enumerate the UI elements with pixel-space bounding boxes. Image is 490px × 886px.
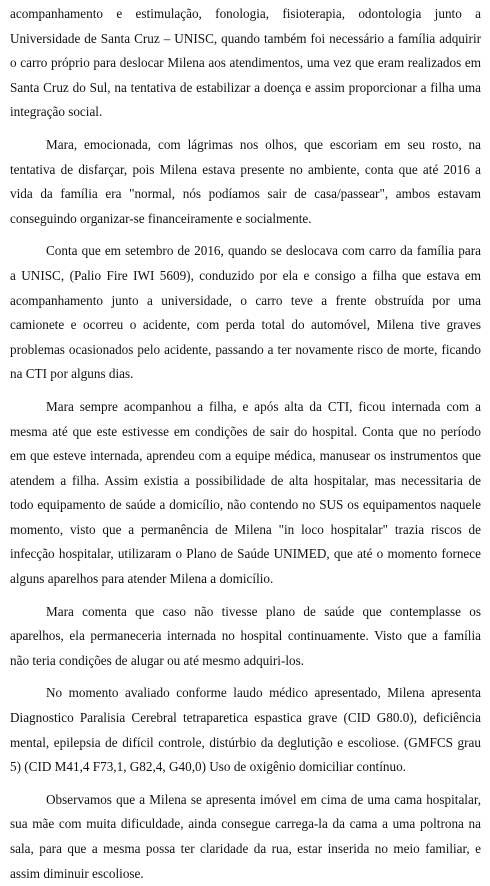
text-line: tentativa de disfarçar, pois Milena estava presente no ambiente, conta que até 2016 a — [10, 161, 481, 177]
text-line: Universidade de Santa Cruz – UNISC, quando também foi necessário a família adquirir — [10, 30, 481, 46]
text-line: problemas ocasionados pelo acidente, passando a ter novamente risco de morte, ficando — [10, 341, 481, 357]
text-line: assim diminuir escoliose. — [10, 865, 144, 881]
text-line: sala, para que a mesma possa ter claridade da rua, estar inserida no meio familiar, e — [10, 841, 481, 856]
paragraph — [10, 2, 481, 125]
text-line: No momento avaliado conforme laudo médico apresentado, Milena apresenta — [46, 685, 481, 701]
paragraph — [10, 788, 481, 886]
text-line: acompanhamento junto a universidade, o carro teve a frente obstruída por uma — [10, 292, 481, 308]
text-line: atendem a filha. Assim existia a possibilidade de alta hospitalar, mas necessitaria de — [10, 472, 481, 488]
paragraph — [10, 133, 481, 231]
text-line: alguns aparelhos para atender Milena a domicílio. — [10, 571, 274, 587]
text-line: mental, epilepsia de difícil controle, distúrbio da deglutição e escoliose. (GMFCS grau — [10, 734, 481, 750]
text-line: mesma até que este estivesse em condições de sair do hospital. Conta que no período — [10, 423, 481, 439]
text-line: acompanhamento e estimulação, fonologia, fisioterapia, odontologia junto a — [10, 6, 481, 21]
text-line: vida da família era "normal, nós podíamos sair de casa/passear", ambos estavam — [10, 186, 481, 202]
paragraph — [10, 600, 481, 674]
text-line: conseguindo organizar-se financeiramente e socialmente. — [10, 210, 312, 226]
text-line: Mara sempre acompanhou a filha, e após alta da CTI, ficou internada com a — [46, 398, 481, 414]
text-line: na CTI por alguns dias. — [10, 366, 134, 382]
text-line: Diagnostico Paralisia Cerebral tetraparetica espastica grave (CID G80.0), deficiência — [10, 710, 481, 726]
text-line: Mara, emocionada, com lágrimas nos olhos, que escoriam em seu rosto, na — [46, 136, 481, 152]
text-line: Observamos que a Milena se apresenta imóvel em cima de uma cama hospitalar, — [46, 791, 481, 807]
paragraph — [10, 681, 481, 779]
text-line: Santa Cruz do Sul, na tentativa de estabilizar a doença e assim proporcionar a filha uma — [10, 79, 481, 95]
text-line: em que esteve internada, aprendeu com a equipe médica, manusear os instrumentos que — [10, 448, 481, 464]
text-line: aparelhos, ela permaneceria internada no hospital continuamente. Visto que a família — [10, 628, 481, 644]
text-line: 5) (CID M41,4 F73,1, G82,4, G40,0) Uso de oxigênio domiciliar contínuo. — [10, 759, 406, 775]
text-line: integração social. — [10, 104, 103, 120]
text-line: camionete e ocorreu o acidente, com perda total do automóvel, Milena tive graves — [10, 317, 481, 333]
text-line: sua mãe com muita dificuldade, ainda consegue carrega-la da cama a uma poltrona na — [10, 816, 481, 832]
text-line: Mara comenta que caso não tivesse plano de saúde que contemplasse os — [46, 603, 481, 619]
paragraph — [10, 239, 481, 387]
text-line: não teria condições de alugar ou até mesmo adquiri-los. — [10, 652, 305, 668]
text-line: todo equipamento de saúde a domicílio, não contendo no SUS os equipamentos naquele — [10, 497, 481, 513]
text-line: Conta que em setembro de 2016, quando se deslocava com carro da família para — [46, 243, 481, 259]
text-line: infecção hospitalar, utilizaram o Plano de Saúde UNIMED, que até o momento fornece — [10, 546, 481, 562]
paragraph — [10, 395, 481, 592]
text-line: momento, visto que a permanência de Milena "in loco hospitalar" trazia riscos de — [10, 521, 481, 537]
text-line: a UNISC, (Palio Fire IWI 5609), conduzido por ela e consigo a filha que estava em — [10, 267, 481, 283]
text-line: o carro próprio para deslocar Milena aos atendimentos, uma vez que eram realizados em — [10, 55, 481, 71]
